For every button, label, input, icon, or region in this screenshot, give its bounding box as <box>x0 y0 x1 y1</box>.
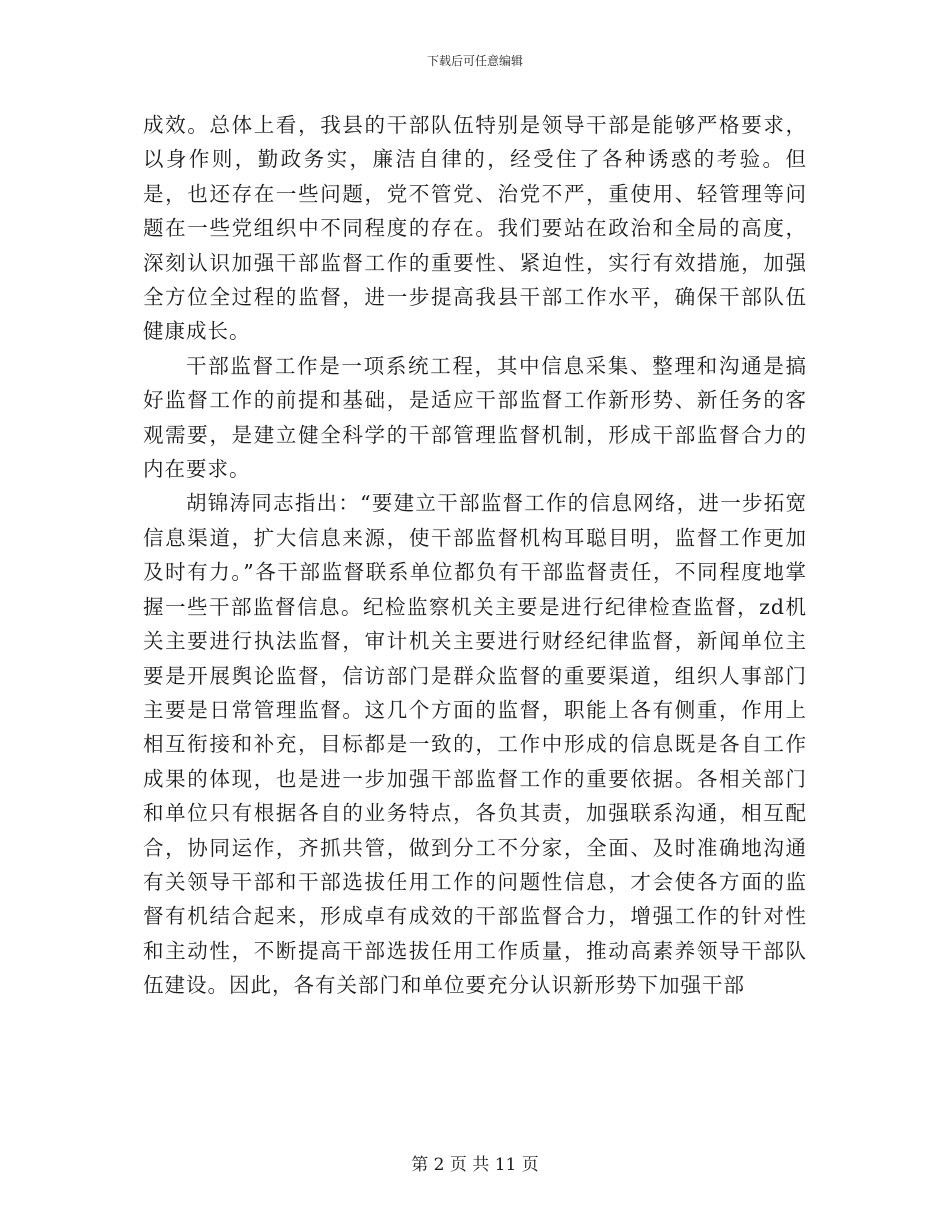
paragraph-information-collection: 干部监督工作是一项系统工程，其中信息采集、整理和沟通是搞好监督工作的前提和基础，是适应干部监督工作新形势、新任务的客观需要，是建立健全科学的干部管理监督机制，形成干部监督合力的内在要求。 <box>143 353 807 482</box>
paragraph-continuation: 成效。总体上看，我县的干部队伍特别是领导干部是能够严格要求，以身作则，勤政务实，廉洁自律的，经受住了各种诱惑的考验。但是，也还存在一些问题，党不管党、治党不严，重使用、轻管理等问题在一些党组织中不同程度的存在。我们要站在政治和全局的高度，深刻认识加强干部监督工作的重要性、紧迫性，实行有效措施，加强全方位全过程的监督，进一步提高我县干部工作水平，确保干部队伍健康成长。 <box>143 113 807 344</box>
paragraph-information-network: 胡锦涛同志指出：“要建立干部监督工作的信息网络，进一步拓宽信息渠道，扩大信息来源，使干部监督机构耳聪目明，监督工作更加及时有力。”各干部监督联系单位都负有干部监督责任，不同程度地掌握一些干部监督信息。纪检监察机关主要是进行纪律检查监督，zd机关主要进行执法监督，审计机关主要进行财经纪律监督，新闻单位主要是开展舆论监督，信访部门是群众监督的重要渠道，组织人事部门主要是日常管理监督。这几个方面的监督，职能上各有侧重，作用上相互衔接和补充，目标都是一致的，工作中形成的信息既是各自工作成果的体现，也是进一步加强干部监督工作的重要依据。各相关部门和单位只有根据各自的业务特点，各负其责，加强联系沟通，相互配合，协同运作，齐抓共管，做到分工不分家，全面、及时准确地沟通有关领导干部和干部选拔任用工作的问题性信息，才会使各方面的监督有机结合起来，形成卓有成效的干部监督合力，增强工作的针对性和主动性，不断提高干部选拔任用工作质量，推动高素养领导干部队伍建设。因此，各有关部门和单位要充分认识新形势下加强干部 <box>143 491 807 998</box>
body-text <box>143 108 807 1003</box>
page-header: 下载后可任意编辑 <box>426 54 523 68</box>
page-number: 第 2 页 共 11 页 <box>411 1155 539 1175</box>
